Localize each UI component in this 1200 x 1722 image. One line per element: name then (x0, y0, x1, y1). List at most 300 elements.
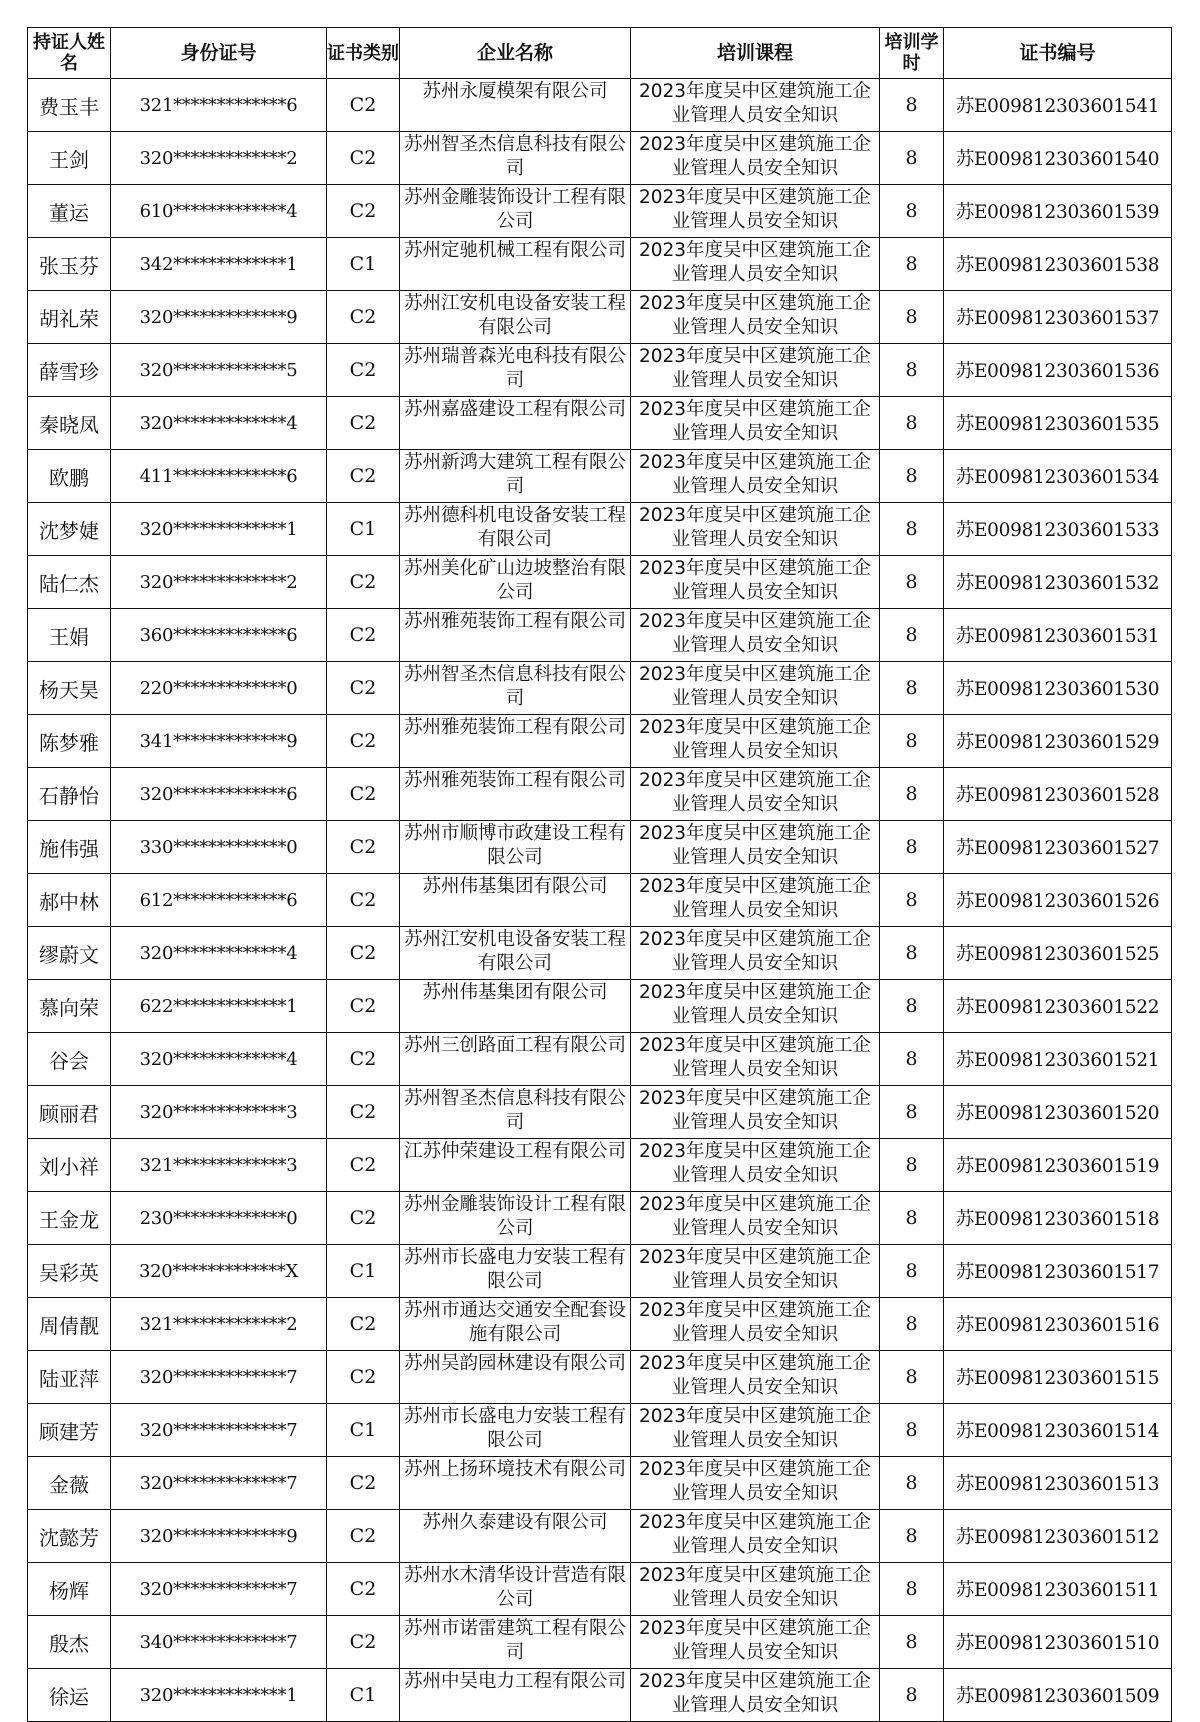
cell-course-text: 2023年度吴中区建筑施工企业管理人员安全知识 (638, 505, 872, 550)
cell-cert-number: 苏E009812303601522 (944, 980, 1172, 1033)
cell-cert-number: 苏E009812303601534 (944, 450, 1172, 503)
cell-company-text: 苏州伟基集团有限公司 (422, 876, 608, 897)
cell-company-text: 江苏仲荣建设工程有限公司 (404, 1141, 626, 1162)
table-row (28, 1139, 1172, 1192)
cell-course (631, 1298, 880, 1351)
cell-course-text: 2023年度吴中区建筑施工企业管理人员安全知识 (638, 929, 872, 974)
table-row (28, 927, 1172, 980)
cell-cert-type: C2 (327, 1457, 400, 1510)
cell-id-number: 321*************6 (111, 79, 327, 132)
cell-hours: 8 (880, 1192, 944, 1245)
cell-company-text: 苏州金雕装饰设计工程有限公司 (404, 1194, 626, 1239)
cell-hours: 8 (880, 874, 944, 927)
cell-cert-type: C2 (327, 1086, 400, 1139)
cell-company (400, 715, 631, 768)
table-row (28, 503, 1172, 556)
cell-hours: 8 (880, 1139, 944, 1192)
cell-cert-number: 苏E009812303601527 (944, 821, 1172, 874)
cell-course (631, 1510, 880, 1563)
cell-course (631, 821, 880, 874)
cell-hours: 8 (880, 1669, 944, 1722)
cell-holder-name: 陆亚萍 (28, 1351, 111, 1404)
cell-course (631, 662, 880, 715)
cell-cert-type: C2 (327, 556, 400, 609)
cell-holder-name: 顾建芳 (28, 1404, 111, 1457)
cell-company (400, 1457, 631, 1510)
cell-hours: 8 (880, 927, 944, 980)
cell-company (400, 1404, 631, 1457)
cell-hours: 8 (880, 768, 944, 821)
table-row (28, 768, 1172, 821)
cell-cert-type: C2 (327, 980, 400, 1033)
cell-course-text: 2023年度吴中区建筑施工企业管理人员安全知识 (638, 1618, 872, 1663)
cell-holder-name: 王剑 (28, 132, 111, 185)
cell-company-text: 苏州江安机电设备安装工程有限公司 (404, 293, 626, 338)
cell-cert-number: 苏E009812303601515 (944, 1351, 1172, 1404)
table-row (28, 609, 1172, 662)
cell-hours: 8 (880, 1457, 944, 1510)
cell-id-number: 320*************X (111, 1245, 327, 1298)
cell-hours: 8 (880, 238, 944, 291)
cell-cert-number: 苏E009812303601532 (944, 556, 1172, 609)
cell-cert-number: 苏E009812303601541 (944, 79, 1172, 132)
cell-cert-number: 苏E009812303601510 (944, 1616, 1172, 1669)
cell-course-text: 2023年度吴中区建筑施工企业管理人员安全知识 (638, 823, 872, 868)
table-row (28, 1616, 1172, 1669)
cell-course (631, 1616, 880, 1669)
cell-cert-type: C2 (327, 79, 400, 132)
cell-course-text: 2023年度吴中区建筑施工企业管理人员安全知识 (638, 187, 872, 232)
table-row (28, 79, 1172, 132)
cell-company-text: 苏州智圣杰信息科技有限公司 (404, 1088, 626, 1133)
cell-holder-name: 薛雪珍 (28, 344, 111, 397)
cell-company-text: 苏州智圣杰信息科技有限公司 (404, 664, 626, 709)
cell-hours: 8 (880, 980, 944, 1033)
table-row (28, 662, 1172, 715)
cell-cert-number: 苏E009812303601509 (944, 1669, 1172, 1722)
cell-id-number: 320*************2 (111, 132, 327, 185)
cell-course-text: 2023年度吴中区建筑施工企业管理人员安全知识 (638, 770, 872, 815)
cell-id-number: 321*************3 (111, 1139, 327, 1192)
cell-id-number: 320*************9 (111, 1510, 327, 1563)
cell-company-text: 苏州瑞普森光电科技有限公司 (404, 346, 626, 391)
table-row (28, 715, 1172, 768)
cell-course-text: 2023年度吴中区建筑施工企业管理人员安全知识 (638, 1088, 872, 1133)
cell-company (400, 79, 631, 132)
cell-course-text: 2023年度吴中区建筑施工企业管理人员安全知识 (638, 664, 872, 709)
cell-id-number: 320*************7 (111, 1457, 327, 1510)
table-row (28, 344, 1172, 397)
cell-company (400, 1139, 631, 1192)
cell-id-number: 320*************7 (111, 1563, 327, 1616)
cell-cert-number: 苏E009812303601533 (944, 503, 1172, 556)
cell-id-number: 321*************2 (111, 1298, 327, 1351)
cell-cert-type: C2 (327, 397, 400, 450)
cell-hours: 8 (880, 1298, 944, 1351)
cell-company-text: 苏州金雕装饰设计工程有限公司 (404, 187, 626, 232)
cell-cert-type: C2 (327, 1510, 400, 1563)
cell-company (400, 768, 631, 821)
cell-company (400, 291, 631, 344)
header-cert-number: 证书编号 (944, 28, 1172, 79)
cell-id-number: 320*************9 (111, 291, 327, 344)
cell-company-text: 苏州久泰建设有限公司 (422, 1512, 608, 1533)
cell-course (631, 609, 880, 662)
table-header-row (28, 28, 1172, 79)
cell-company-text: 苏州三创路面工程有限公司 (404, 1035, 626, 1056)
table-row (28, 1457, 1172, 1510)
cell-company (400, 344, 631, 397)
cell-course (631, 238, 880, 291)
cell-holder-name: 杨辉 (28, 1563, 111, 1616)
cell-cert-type: C2 (327, 1351, 400, 1404)
cell-id-number: 320*************1 (111, 503, 327, 556)
cell-company (400, 1086, 631, 1139)
header-company: 企业名称 (400, 28, 631, 79)
header-course: 培训课程 (631, 28, 880, 79)
cell-holder-name: 殷杰 (28, 1616, 111, 1669)
cell-company-text: 苏州雅苑装饰工程有限公司 (404, 611, 626, 632)
cell-cert-number: 苏E009812303601519 (944, 1139, 1172, 1192)
cell-course (631, 132, 880, 185)
cell-cert-type: C2 (327, 1192, 400, 1245)
cell-hours: 8 (880, 344, 944, 397)
cell-cert-type: C2 (327, 662, 400, 715)
cell-cert-number: 苏E009812303601516 (944, 1298, 1172, 1351)
cell-course (631, 450, 880, 503)
cell-course-text: 2023年度吴中区建筑施工企业管理人员安全知识 (638, 1141, 872, 1186)
cell-holder-name: 郝中林 (28, 874, 111, 927)
cell-cert-number: 苏E009812303601518 (944, 1192, 1172, 1245)
table-row (28, 450, 1172, 503)
cell-cert-type: C2 (327, 768, 400, 821)
table-row (28, 185, 1172, 238)
cell-holder-name: 徐运 (28, 1669, 111, 1722)
cell-course (631, 397, 880, 450)
cell-course (631, 980, 880, 1033)
cell-cert-type: C2 (327, 291, 400, 344)
cell-company (400, 1192, 631, 1245)
cell-company (400, 238, 631, 291)
cell-id-number: 340*************7 (111, 1616, 327, 1669)
cell-cert-type: C1 (327, 1404, 400, 1457)
cell-course (631, 79, 880, 132)
table-row (28, 1245, 1172, 1298)
cell-id-number: 342*************1 (111, 238, 327, 291)
cell-course (631, 1245, 880, 1298)
cell-id-number: 341*************9 (111, 715, 327, 768)
cell-holder-name: 董运 (28, 185, 111, 238)
cell-cert-number: 苏E009812303601512 (944, 1510, 1172, 1563)
table-row (28, 1086, 1172, 1139)
cell-cert-number: 苏E009812303601521 (944, 1033, 1172, 1086)
cell-id-number: 320*************6 (111, 768, 327, 821)
cell-holder-name: 石静怡 (28, 768, 111, 821)
header-cert-type: 证书类别 (327, 28, 400, 79)
cell-company-text: 苏州市顺博市政建设工程有限公司 (404, 823, 626, 868)
table-row (28, 1669, 1172, 1722)
cell-cert-type: C2 (327, 1563, 400, 1616)
cell-hours: 8 (880, 1351, 944, 1404)
cell-hours: 8 (880, 79, 944, 132)
cell-id-number: 360*************6 (111, 609, 327, 662)
certificate-table (27, 27, 1172, 1722)
cell-course-text: 2023年度吴中区建筑施工企业管理人员安全知识 (638, 293, 872, 338)
cell-company-text: 苏州水木清华设计营造有限公司 (404, 1565, 626, 1610)
cell-course (631, 715, 880, 768)
cell-company-text: 苏州中吴电力工程有限公司 (404, 1671, 626, 1692)
cell-course (631, 1351, 880, 1404)
cell-company-text: 苏州雅苑装饰工程有限公司 (404, 770, 626, 791)
cell-holder-name: 沈懿芳 (28, 1510, 111, 1563)
cell-course-text: 2023年度吴中区建筑施工企业管理人员安全知识 (638, 1247, 872, 1292)
header-hours: 培训学时 (880, 28, 944, 79)
cell-id-number: 320*************4 (111, 1033, 327, 1086)
cell-id-number: 220*************0 (111, 662, 327, 715)
cell-cert-type: C2 (327, 450, 400, 503)
cell-company-text: 苏州伟基集团有限公司 (422, 982, 608, 1003)
cell-id-number: 320*************4 (111, 397, 327, 450)
cell-cert-number: 苏E009812303601539 (944, 185, 1172, 238)
cell-course-text: 2023年度吴中区建筑施工企业管理人员安全知识 (638, 876, 872, 921)
cell-cert-number: 苏E009812303601536 (944, 344, 1172, 397)
cell-cert-type: C2 (327, 1033, 400, 1086)
table-row (28, 1404, 1172, 1457)
table-row (28, 1351, 1172, 1404)
cell-company (400, 980, 631, 1033)
cell-company-text: 苏州嘉盛建设工程有限公司 (404, 399, 626, 420)
cell-cert-number: 苏E009812303601530 (944, 662, 1172, 715)
cell-course (631, 1457, 880, 1510)
cell-hours: 8 (880, 503, 944, 556)
table-row (28, 1510, 1172, 1563)
cell-cert-type: C2 (327, 1298, 400, 1351)
cell-cert-number: 苏E009812303601529 (944, 715, 1172, 768)
cell-holder-name: 慕向荣 (28, 980, 111, 1033)
cell-holder-name: 欧鹏 (28, 450, 111, 503)
cell-course-text: 2023年度吴中区建筑施工企业管理人员安全知识 (638, 558, 872, 603)
cell-course-text: 2023年度吴中区建筑施工企业管理人员安全知识 (638, 1353, 872, 1398)
cell-cert-type: C1 (327, 1669, 400, 1722)
cell-cert-number: 苏E009812303601526 (944, 874, 1172, 927)
cell-company (400, 1669, 631, 1722)
cell-hours: 8 (880, 1563, 944, 1616)
table-row (28, 238, 1172, 291)
cell-cert-type: C2 (327, 1139, 400, 1192)
table-row (28, 1563, 1172, 1616)
cell-cert-number: 苏E009812303601513 (944, 1457, 1172, 1510)
cell-company (400, 821, 631, 874)
cell-cert-type: C1 (327, 503, 400, 556)
cell-cert-number: 苏E009812303601535 (944, 397, 1172, 450)
cell-id-number: 320*************2 (111, 556, 327, 609)
cell-company (400, 1510, 631, 1563)
cell-holder-name: 吴彩英 (28, 1245, 111, 1298)
cell-cert-type: C2 (327, 344, 400, 397)
cell-company-text: 苏州雅苑装饰工程有限公司 (404, 717, 626, 738)
cell-company-text: 苏州新鸿大建筑工程有限公司 (404, 452, 626, 497)
cell-course-text: 2023年度吴中区建筑施工企业管理人员安全知识 (638, 1035, 872, 1080)
cell-company (400, 927, 631, 980)
cell-company-text: 苏州市长盛电力安装工程有限公司 (404, 1406, 626, 1451)
cell-id-number: 320*************3 (111, 1086, 327, 1139)
cell-holder-name: 周倩靓 (28, 1298, 111, 1351)
header-holder-name: 持证人姓名 (28, 28, 111, 79)
cell-id-number: 320*************1 (111, 1669, 327, 1722)
cell-hours: 8 (880, 1404, 944, 1457)
cell-course (631, 1033, 880, 1086)
cell-course-text: 2023年度吴中区建筑施工企业管理人员安全知识 (638, 346, 872, 391)
cell-cert-type: C2 (327, 185, 400, 238)
cell-holder-name: 王金龙 (28, 1192, 111, 1245)
cell-cert-number: 苏E009812303601520 (944, 1086, 1172, 1139)
cell-holder-name: 缪蔚文 (28, 927, 111, 980)
cell-holder-name: 刘小祥 (28, 1139, 111, 1192)
cell-cert-type: C1 (327, 1245, 400, 1298)
cell-course-text: 2023年度吴中区建筑施工企业管理人员安全知识 (638, 240, 872, 285)
cell-cert-number: 苏E009812303601531 (944, 609, 1172, 662)
cell-cert-type: C2 (327, 821, 400, 874)
cell-cert-number: 苏E009812303601538 (944, 238, 1172, 291)
cell-hours: 8 (880, 1510, 944, 1563)
cell-company-text: 苏州永厦模架有限公司 (422, 81, 608, 102)
cell-hours: 8 (880, 185, 944, 238)
cell-hours: 8 (880, 609, 944, 662)
cell-course (631, 1086, 880, 1139)
cell-id-number: 411*************6 (111, 450, 327, 503)
table-body (28, 79, 1172, 1722)
table-row (28, 821, 1172, 874)
cell-cert-type: C2 (327, 715, 400, 768)
cell-company (400, 503, 631, 556)
cell-company-text: 苏州美化矿山边坡整治有限公司 (404, 558, 626, 603)
cell-company (400, 874, 631, 927)
cell-hours: 8 (880, 1245, 944, 1298)
table-row (28, 1192, 1172, 1245)
cell-company (400, 1563, 631, 1616)
cell-id-number: 320*************4 (111, 927, 327, 980)
cell-course-text: 2023年度吴中区建筑施工企业管理人员安全知识 (638, 1300, 872, 1345)
cell-course-text: 2023年度吴中区建筑施工企业管理人员安全知识 (638, 399, 872, 444)
cell-cert-number: 苏E009812303601517 (944, 1245, 1172, 1298)
cell-course-text: 2023年度吴中区建筑施工企业管理人员安全知识 (638, 1406, 872, 1451)
cell-hours: 8 (880, 1086, 944, 1139)
cell-course (631, 1563, 880, 1616)
cell-course (631, 1139, 880, 1192)
cell-holder-name: 金薇 (28, 1457, 111, 1510)
cell-company (400, 609, 631, 662)
cell-course (631, 927, 880, 980)
cell-course-text: 2023年度吴中区建筑施工企业管理人员安全知识 (638, 1194, 872, 1239)
cell-course (631, 874, 880, 927)
cell-hours: 8 (880, 556, 944, 609)
cell-holder-name: 陈梦雅 (28, 715, 111, 768)
cell-holder-name: 张玉芬 (28, 238, 111, 291)
cell-company-text: 苏州定驰机械工程有限公司 (404, 240, 626, 261)
cell-hours: 8 (880, 397, 944, 450)
cell-holder-name: 杨天昊 (28, 662, 111, 715)
cell-course (631, 291, 880, 344)
cell-company-text: 苏州德科机电设备安装工程有限公司 (404, 505, 626, 550)
cell-id-number: 320*************7 (111, 1404, 327, 1457)
cell-course (631, 1192, 880, 1245)
cell-holder-name: 陆仁杰 (28, 556, 111, 609)
cell-course (631, 185, 880, 238)
cell-course-text: 2023年度吴中区建筑施工企业管理人员安全知识 (638, 134, 872, 179)
cell-company (400, 1033, 631, 1086)
cell-course-text: 2023年度吴中区建筑施工企业管理人员安全知识 (638, 982, 872, 1027)
cell-course (631, 344, 880, 397)
cell-hours: 8 (880, 1033, 944, 1086)
cell-company-text: 苏州市诺雷建筑工程有限公司 (404, 1618, 626, 1663)
cell-holder-name: 胡礼荣 (28, 291, 111, 344)
table-row (28, 556, 1172, 609)
cell-holder-name: 施伟强 (28, 821, 111, 874)
cell-cert-number: 苏E009812303601528 (944, 768, 1172, 821)
cell-company-text: 苏州吴韵园林建设有限公司 (404, 1353, 626, 1374)
cell-course-text: 2023年度吴中区建筑施工企业管理人员安全知识 (638, 1671, 872, 1716)
cell-holder-name: 秦晓凤 (28, 397, 111, 450)
table-row (28, 1033, 1172, 1086)
table-row (28, 980, 1172, 1033)
cell-course (631, 556, 880, 609)
certificate-list-sheet (27, 27, 1172, 1722)
cell-course (631, 503, 880, 556)
table-row (28, 397, 1172, 450)
cell-holder-name: 谷会 (28, 1033, 111, 1086)
cell-company-text: 苏州江安机电设备安装工程有限公司 (404, 929, 626, 974)
cell-id-number: 622*************1 (111, 980, 327, 1033)
cell-course-text: 2023年度吴中区建筑施工企业管理人员安全知识 (638, 452, 872, 497)
cell-company (400, 1351, 631, 1404)
cell-cert-type: C2 (327, 132, 400, 185)
cell-company (400, 132, 631, 185)
cell-company-text: 苏州智圣杰信息科技有限公司 (404, 134, 626, 179)
cell-hours: 8 (880, 450, 944, 503)
cell-company (400, 1245, 631, 1298)
cell-company (400, 1616, 631, 1669)
cell-cert-number: 苏E009812303601514 (944, 1404, 1172, 1457)
cell-id-number: 612*************6 (111, 874, 327, 927)
cell-cert-type: C1 (327, 238, 400, 291)
cell-holder-name: 王娟 (28, 609, 111, 662)
table-row (28, 874, 1172, 927)
cell-course-text: 2023年度吴中区建筑施工企业管理人员安全知识 (638, 1512, 872, 1557)
table-row (28, 291, 1172, 344)
cell-cert-type: C2 (327, 609, 400, 662)
cell-id-number: 230*************0 (111, 1192, 327, 1245)
cell-course-text: 2023年度吴中区建筑施工企业管理人员安全知识 (638, 611, 872, 656)
cell-hours: 8 (880, 291, 944, 344)
cell-course-text: 2023年度吴中区建筑施工企业管理人员安全知识 (638, 81, 872, 126)
cell-hours: 8 (880, 821, 944, 874)
cell-company-text: 苏州市通达交通安全配套设施有限公司 (404, 1300, 626, 1345)
cell-holder-name: 费玉丰 (28, 79, 111, 132)
cell-hours: 8 (880, 715, 944, 768)
cell-cert-type: C2 (327, 874, 400, 927)
cell-cert-number: 苏E009812303601540 (944, 132, 1172, 185)
cell-company (400, 185, 631, 238)
cell-cert-number: 苏E009812303601537 (944, 291, 1172, 344)
cell-company (400, 397, 631, 450)
cell-id-number: 330*************0 (111, 821, 327, 874)
cell-hours: 8 (880, 132, 944, 185)
cell-hours: 8 (880, 662, 944, 715)
cell-id-number: 320*************5 (111, 344, 327, 397)
header-id-number: 身份证号 (111, 28, 327, 79)
cell-cert-type: C2 (327, 1616, 400, 1669)
cell-course-text: 2023年度吴中区建筑施工企业管理人员安全知识 (638, 717, 872, 762)
